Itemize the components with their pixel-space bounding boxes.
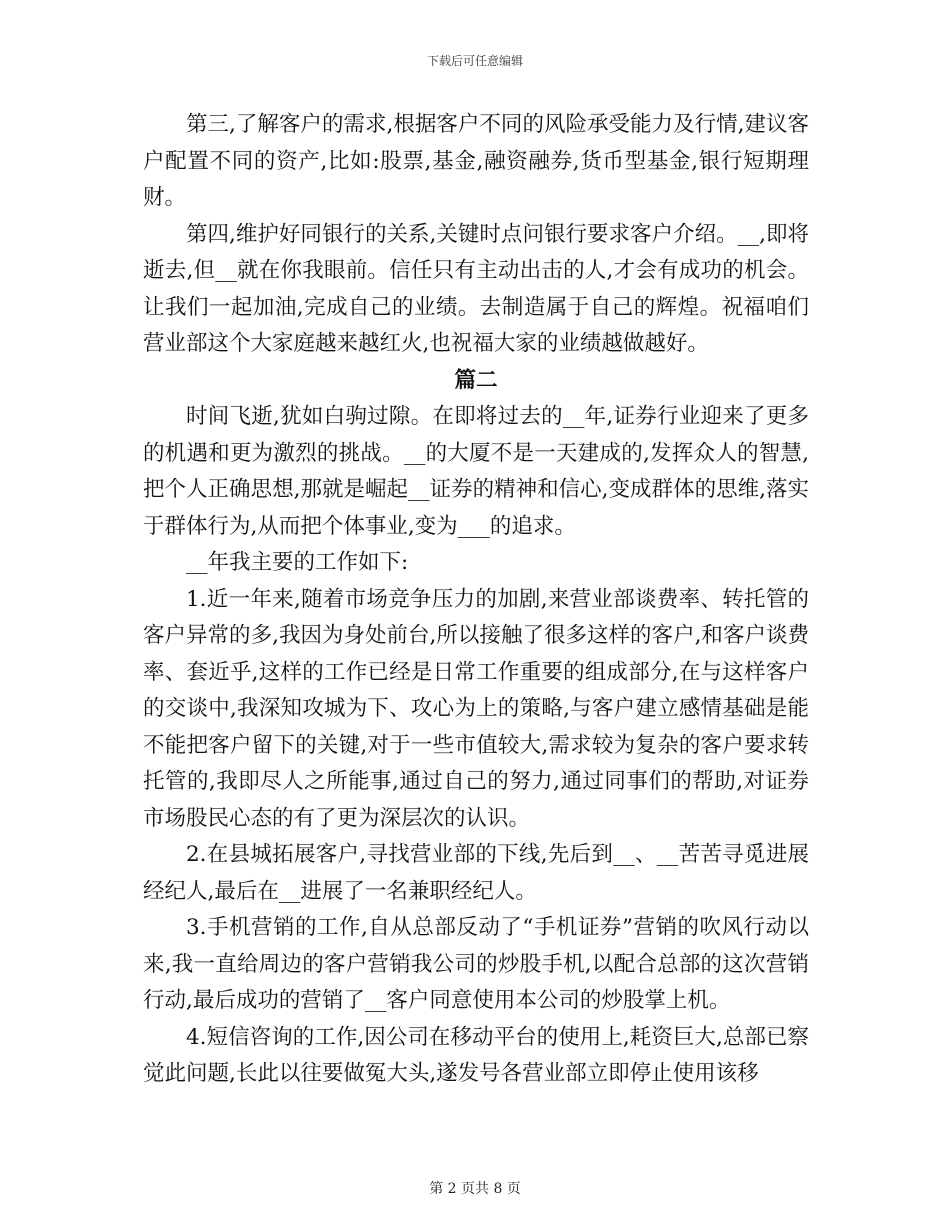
paragraph-item-3: 3.手机营销的工作,自从总部反动了“手机证券”营销的吹风行动以来,我一直给周边的客户营销我公司的炒股手机,以配合总部的这次营销行动,最后成功的营销了__客户同意使用本公司的炒股掌上机。 bbox=[143, 915, 809, 1013]
paragraph-item-4: 4.短信咨询的工作,因公司在移动平台的使用上,耗资巨大,总部已察觉此问题,长此以往要做冤大头,遂发号各营业部立即停止使用该移 bbox=[143, 1024, 809, 1086]
document-body bbox=[143, 107, 809, 1093]
section-title: 篇二 bbox=[454, 367, 498, 393]
page-number: 第 2 页共 8 页 bbox=[429, 1181, 521, 1197]
paragraph-work-heading: __年我主要的工作如下: bbox=[186, 550, 409, 575]
page-header: 下载后可任意编辑 bbox=[426, 54, 523, 68]
paragraph-intro: 时间飞逝,犹如白驹过隙。在即将过去的__年,证券行业迎来了更多的机遇和更为激烈的挑战。__的大厦不是一天建成的,发挥众人的智慧,把个人正确思想,那就是崛起__证券的精神和信心,变成群体的思维,落实于群体行为,从而把个体事业,变为___的追求。 bbox=[143, 404, 809, 539]
paragraph-4th-point: 第四,维护好同银行的关系,关键时点问银行要求客户介绍。__,即将逝去,但__就在你我眼前。信任只有主动出击的人,才会有成功的机会。让我们一起加油,完成自己的业绩。去制造属于自己的辉煌。祝福咱们营业部这个大家庭越来越红火,也祝福大家的业绩越做越好。 bbox=[143, 221, 809, 356]
paragraph-item-1: 1.近一年来,随着市场竞争压力的加剧,来营业部谈费率、转托管的客户异常的多,我因为身处前台,所以接触了很多这样的客户,和客户谈费率、套近乎,这样的工作已经是日常工作重要的组成部分,在与这样客户的交谈中,我深知攻城为下、攻心为上的策略,与客户建立感情基础是能不能把客户留下的关键,对于一些市值较大,需求较为复杂的客户要求转托管的,我即尽人之所能事,通过自己的努力,通过同事们的帮助,对证券市场股民心态的有了更为深层次的认识。 bbox=[143, 586, 809, 831]
paragraph-3rd-point: 第三,了解客户的需求,根据客户不同的风险承受能力及行情,建议客户配置不同的资产,比如:股票,基金,融资融券,货币型基金,银行短期理财。 bbox=[143, 112, 809, 210]
paragraph-item-2: 2.在县城拓展客户,寻找营业部的下线,先后到__、__苦苦寻觅进展经纪人,最后在__进展了一名兼职经纪人。 bbox=[143, 842, 809, 904]
